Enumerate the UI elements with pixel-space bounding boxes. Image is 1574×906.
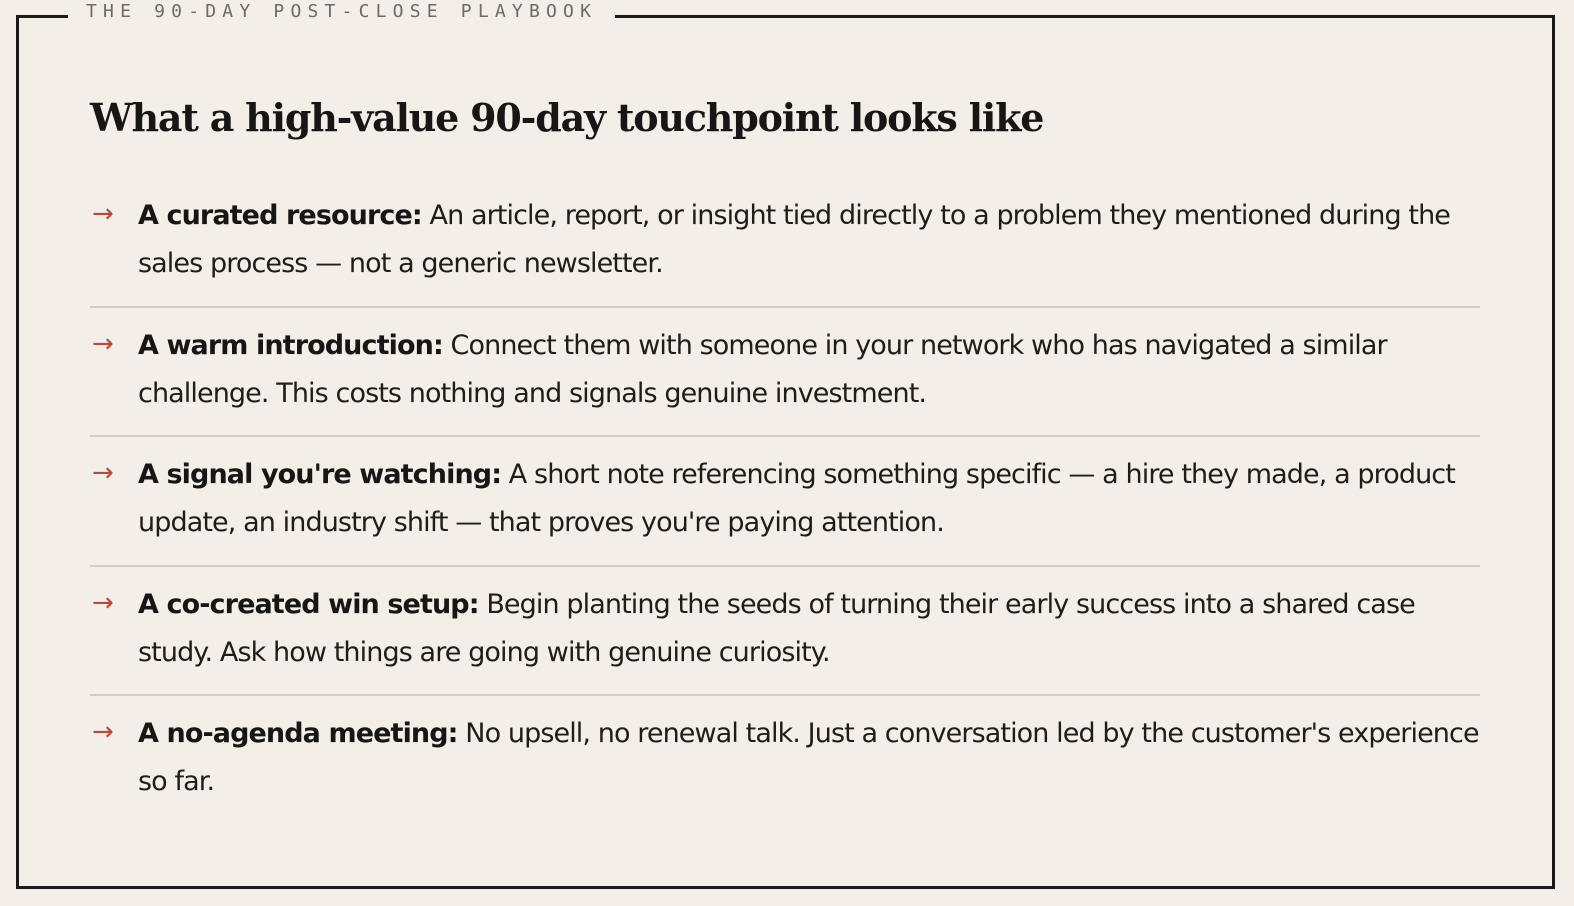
section-eyebrow: THE 90-DAY POST-CLOSE PLAYBOOK [68,1,615,23]
item-description: No upsell, no renewal talk. Just a conversation led by the customer's experience so far. [138,718,1479,797]
item-description: A short note referencing something specific — a hire they made, a product update, an industry shift — that proves you're paying attention. [138,459,1455,538]
list-item [90,567,1480,697]
card-heading: What a high-value 90-day touchpoint looks like [90,95,1044,140]
item-description: An article, report, or insight tied directly to a problem they mentioned during the sales process — not a generic newsletter. [138,200,1450,279]
item-text [138,581,1480,677]
arrow-right-icon: → [92,587,114,618]
item-label: A curated resource: [138,200,422,231]
item-label: A co-created win setup: [138,588,479,620]
arrow-right-icon: → [92,328,114,359]
item-label: A signal you're watching: [138,459,502,490]
list-item [90,178,1480,308]
list-item [90,437,1480,567]
arrow-right-icon: → [92,717,114,747]
item-label: A no-agenda meeting: [138,718,458,749]
item-text [138,322,1480,418]
list-item [90,696,1480,826]
arrow-right-icon: → [92,199,114,229]
list-item [90,308,1480,438]
item-text [138,710,1480,806]
item-text [138,192,1480,288]
item-description: Connect them with someone in your network who has navigated a similar challenge. This costs nothing and signals genuine investment. [138,329,1387,409]
item-description: Begin planting the seeds of turning their early success into a shared case study. Ask how things are going with genuine curiosity. [138,588,1415,668]
arrow-right-icon: → [92,458,114,488]
touchpoint-list [90,178,1480,826]
item-text [138,451,1480,547]
item-label: A warm introduction: [138,329,443,361]
